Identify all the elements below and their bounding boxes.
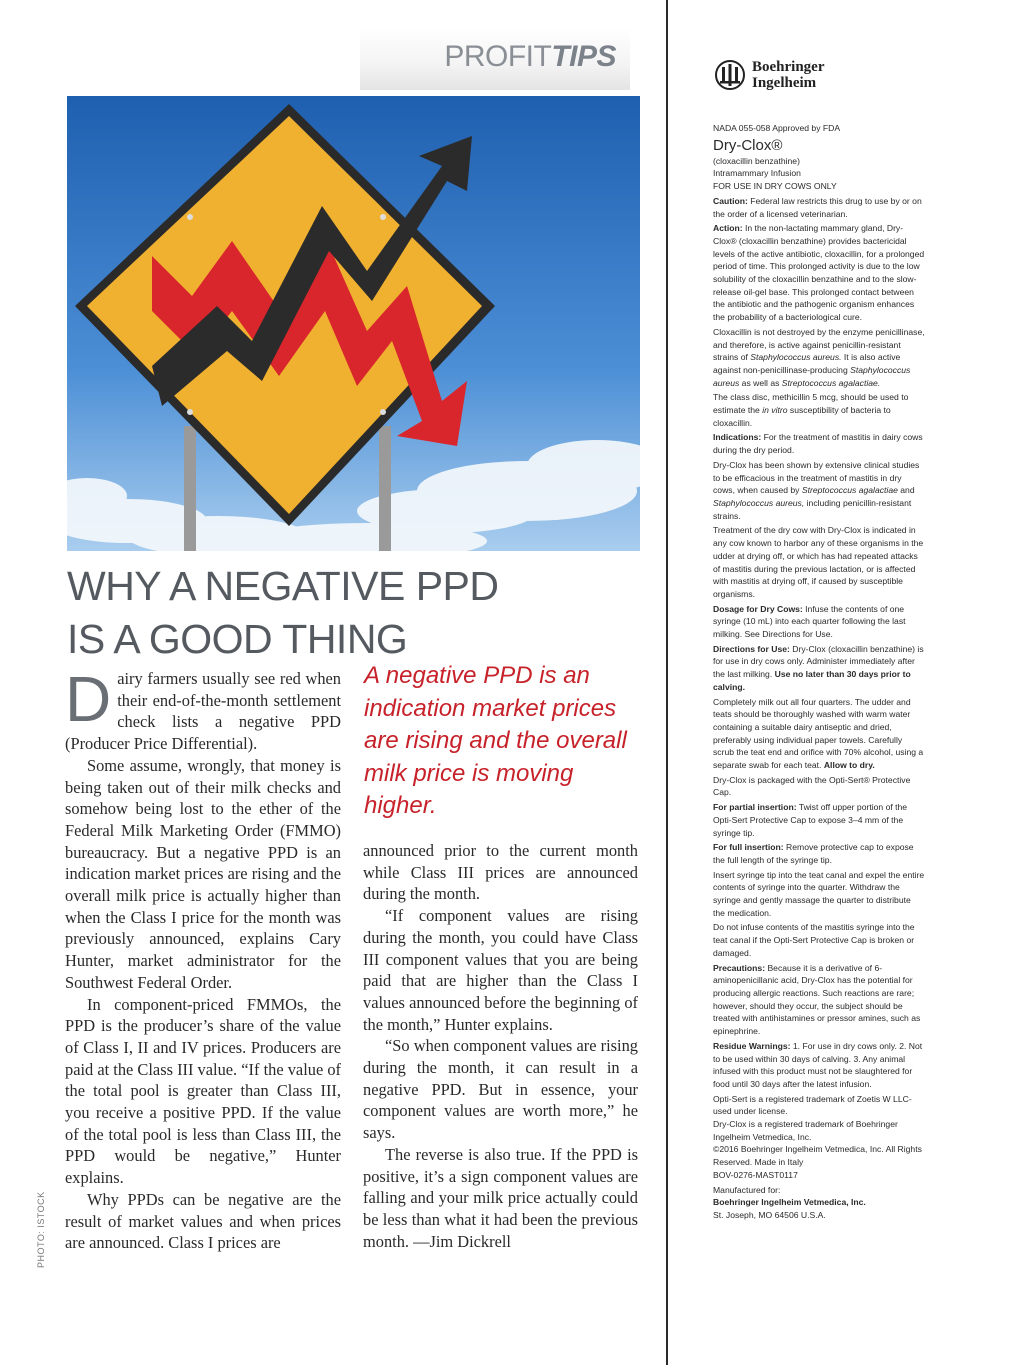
- drop-cap: D: [65, 663, 112, 735]
- brand-name-line1: Boehringer: [752, 59, 825, 75]
- article-paragraph: The reverse is also true. If the PPD is positive, it’s a sign component values are falling and your milk price actually could be less than what it had been the previous month. —Jim Dickrell: [363, 1144, 638, 1251]
- residue-warnings-section: [713, 1040, 925, 1091]
- allow-dry-text: Allow to dry.: [823, 760, 875, 771]
- organism-name: Staphylococcus aureus: [713, 364, 911, 388]
- article-paragraph: “If component values are rising during the month, you could have Class III component values that you are being paid that are higher than the Class I values announced before the beginning of the month,” Hunter explains.: [363, 906, 638, 1034]
- disc-text: The class disc, methicillin 5 mcg, should be used to estimate the: [713, 392, 909, 416]
- dosage-label: Dosage for Dry Cows:: [713, 603, 803, 614]
- directions-text: Dry-Clox (cloxacillin benzathine) is for use in dry cows only. Administer immediately after the last milking.: [713, 643, 924, 680]
- organism-name: Staphylococcus aureus.: [750, 352, 842, 363]
- partial-insertion-label: For partial insertion:: [713, 802, 797, 813]
- article-paragraph: announced prior to the current month while Class III prices are announced during the month.: [363, 841, 638, 904]
- cloxa-text: It is also active against non-penicillinase-producing: [713, 352, 901, 375]
- treatment-section: Treatment of the dry cow with Dry-Clox is indicated in any cow known to harbor any of these organisms in the udder at drying off, or which has had repeated attacks of mastitis during the previous lactation, or is affected with mastitis at drying off, if caused by susceptible organisms.: [713, 525, 924, 599]
- organism-name: Streptococcus agalactiae: [801, 485, 898, 496]
- section-header-profit: PROFIT: [444, 40, 552, 73]
- milk-out-section: [713, 696, 925, 772]
- full-insertion-label: For full insertion:: [713, 842, 784, 853]
- article-column-1: [65, 663, 341, 1254]
- cloxa-text: Cloxacillin is not destroyed by the enzyme penicillinase, and therefore, is active against penicillin-resistant strains of: [713, 326, 925, 363]
- in-vitro-term: in vitro: [762, 405, 788, 416]
- class-disc-section: [713, 391, 925, 429]
- article-title-line2: IS A GOOD THING: [67, 616, 408, 662]
- partial-insertion-section: [713, 801, 925, 839]
- efficacy-text: including penicillin-resistant strains.: [713, 497, 912, 521]
- action-section: [713, 222, 925, 324]
- copyright: ©2016 Boehringer Ingelheim Vetmedica, Inc. All Rights Reserved. Made in Italy: [713, 1144, 922, 1168]
- precautions-label: Precautions:: [713, 962, 766, 973]
- company-name-text: Boehringer Ingelheim Vetmedica, Inc.: [713, 1197, 866, 1208]
- generic-name: (cloxacillin benzathine): [713, 155, 800, 166]
- manufactured-for-label: Manufactured for:: [713, 1184, 781, 1195]
- disc-text: susceptibility of bacteria to cloxacillin.: [713, 405, 891, 428]
- pull-quote: A negative PPD is an indication market prices are rising and the overall milk price is moving higher.: [364, 662, 627, 819]
- product-code: BOV-0276-MAST0117: [713, 1169, 798, 1180]
- caution-section: [713, 195, 925, 220]
- residue-label: Residue Warnings:: [713, 1040, 791, 1051]
- indications-section: [713, 431, 925, 456]
- do-not-infuse-section: Do not infuse contents of the mastitis syringe into the teat canal if the Opti-Sert Protective Cap is broken or damaged.: [713, 922, 915, 958]
- section-header-tips: TIPS: [551, 40, 616, 73]
- indications-label: Indications:: [713, 432, 762, 443]
- company-address: St. Joseph, MO 64506 U.S.A.: [713, 1209, 826, 1220]
- caution-label: Caution:: [713, 195, 748, 206]
- brand-name: [752, 59, 825, 91]
- full-insertion-section: [713, 841, 925, 866]
- photo-credit: PHOTO: ISTOCK: [36, 1191, 46, 1268]
- nada-line: NADA 055-058 Approved by FDA: [713, 123, 841, 133]
- efficacy-text: Dry-Clox has been shown by extensive clinical studies to be efficacious in the treatment of mastitis in dry cows, when caused by: [713, 459, 920, 496]
- column-divider: [666, 0, 668, 1365]
- usage-restriction: FOR USE IN DRY COWS ONLY: [713, 181, 837, 192]
- directions-section: [713, 643, 925, 694]
- article-title-line1: WHY A NEGATIVE PPD: [67, 563, 499, 609]
- cloxacillin-section: [713, 326, 925, 390]
- efficacy-section: [713, 459, 925, 523]
- directions-label: Directions for Use:: [713, 643, 790, 654]
- action-label: Action:: [713, 223, 743, 234]
- dosage-text: Infuse the contents of one syringe (10 mL) into each quarter following the last milking. See Directions for Use.: [713, 603, 906, 640]
- section-header: [444, 40, 616, 74]
- cloxa-text: as well as: [741, 377, 780, 388]
- full-insertion-text: Remove protective cap to expose the full length of the syringe tip.: [713, 842, 914, 865]
- article-paragraph: “So when component values are rising during the month, it can result in a negative PPD. But in essence, your component values are worth more,” he says.: [363, 1036, 638, 1143]
- article-paragraph: [65, 663, 341, 755]
- packaging-section: Dry-Clox is packaged with the Opti-Sert® Protective Cap.: [713, 774, 911, 798]
- directions-warning: Use no later than 30 days prior to calving.: [713, 669, 911, 692]
- organism-name: Staphylococcus aureus,: [713, 497, 805, 508]
- hero-image: [67, 96, 640, 551]
- dosage-section: [713, 603, 925, 641]
- precautions-section: [713, 962, 925, 1038]
- partial-insertion-text: Twist off upper portion of the Opti-Sert Protective Cap to expose 3–4 mm of the syringe tip.: [713, 802, 908, 838]
- dosage-form: Intramammary Infusion: [713, 168, 801, 179]
- article-column-2: [363, 840, 638, 1252]
- brand-name-line2: Ingelheim: [752, 75, 817, 91]
- article-paragraph-text: airy farmers usually see red when their end-of-the-month settlement check lists a negative PPD (Producer Price Differential).: [65, 669, 341, 754]
- article-paragraph: Why PPDs can be negative are the result of market values and when prices are announced. Class I prices are: [65, 1189, 341, 1253]
- indications-text: For the treatment of mastitis in dairy cows during the dry period.: [713, 432, 923, 456]
- product-name: Dry-Clox®: [713, 136, 783, 154]
- insert-section: Insert syringe tip into the teat canal and expel the entire contents of syringe into the quarter. Withdraw the syringe and gently massage the quarter to distribute the medication.: [713, 869, 925, 918]
- company-name: [713, 1196, 925, 1209]
- milk-out-text: Completely milk out all four quarters. The udder and teats should be thoroughly washed with warm water containing a suitable dairy antiseptic and dried, preferably using individual paper towels. Carefully scrub the teat end and orifice with 70% alcohol, using a separate swab for each teat.: [713, 696, 924, 771]
- action-text: In the non-lactating mammary gland, Dry-Clox® (cloxacillin benzathine) provides bactericidal levels of the active antibiotic, cloxacillin, for a prolonged period of time. This prolonged activity is due to the low solubility of the cloxacillin benzathine and to the slow-release oil-gel base. This prolonged contact between the antibiotic and the pathogenic organism enhances the probability of a bacteriological cure.: [713, 223, 925, 323]
- organism-name: Streptococcus agalactiae.: [781, 377, 881, 388]
- efficacy-text: and: [900, 485, 915, 496]
- residue-text: 1. For use in dry cows only. 2. Not to be used within 30 days of calving. 3. Any animal infused with this product must not be slaughtered for food until 30 days after the latest infusion.: [713, 1040, 923, 1089]
- article-paragraph: In component-priced FMMOs, the PPD is the producer’s share of the value of Class I, II and IV prices. Producers are paid at the Class III value. “If the value of the total pool is greater than Class III, you receive a positive PPD. If the value of the total pool is less than Class III, the PPD would be negative,” Hunter explains.: [65, 994, 341, 1188]
- trademark-note: Opti-Sert is a registered trademark of Zoetis W LLC-used under license.: [713, 1093, 912, 1117]
- caution-text: Federal law restricts this drug to use by or on the order of a licensed veterinarian.: [713, 195, 922, 219]
- article-title: [67, 560, 627, 666]
- trademark-note: Dry-Clox is a registered trademark of Boehringer Ingelheim Vetmedica, Inc.: [713, 1119, 898, 1142]
- article-paragraph: Some assume, wrongly, that money is being taken out of their milk checks and somehow being lost to the ether of the Federal Milk Marketing Order (FMMO) bureaucracy. But a negative PPD is an indication market prices are rising and the overall milk price is actually higher than when the Class I price for the month was previously announced, explains Cary Hunter, market administrator for the Southwest Federal Order.: [65, 755, 341, 992]
- prescribing-information: [713, 122, 925, 1222]
- precautions-text: Because it is a derivative of 6-aminopenicillanic acid, Dry-Clox has the potential for producing allergic reactions. Such reactions are rare; however, should they occur, the subject should be treated with antihistamines or pressor amines, such as epinephrine.: [713, 962, 921, 1037]
